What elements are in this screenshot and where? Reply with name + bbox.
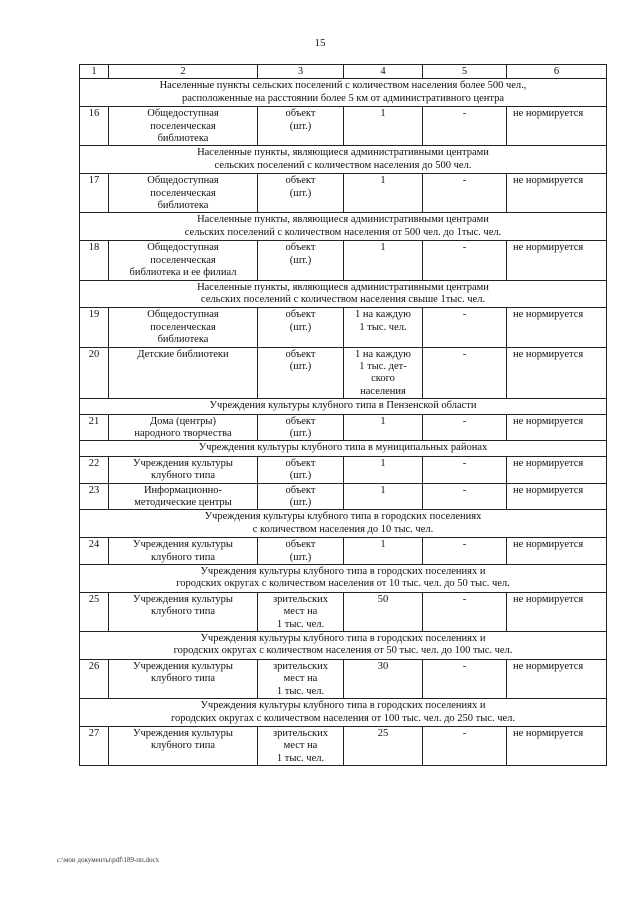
cell-line: 1 тыс. чел. <box>276 752 325 764</box>
cell-line: библиотека <box>157 334 209 346</box>
cell-line: (шт.) <box>289 360 312 372</box>
facility-name-cell <box>109 308 258 347</box>
section-title-cell <box>80 699 607 727</box>
cell-line: Населенные пункты, являющиеся административными центрами <box>197 281 489 293</box>
norms-table <box>79 64 607 766</box>
cell-line: сельских поселений с количеством населения от 500 чел. до 1тыс. чел. <box>184 226 502 238</box>
header-cell: 1 <box>80 65 109 79</box>
norm-value-cell <box>344 241 423 280</box>
column5-cell: - <box>423 659 507 698</box>
facility-name-cell <box>109 456 258 483</box>
column6-cell: не нормируется <box>507 538 607 565</box>
cell-line: поселенческая <box>150 321 216 333</box>
row-number-cell: 18 <box>80 241 109 280</box>
cell-line: поселенческая <box>150 120 216 132</box>
cell-line: Информационно- <box>143 484 223 496</box>
cell-line: Населенные пункты, являющиеся административными центрами <box>197 147 489 159</box>
unit-cell <box>258 726 344 765</box>
cell-line: (шт.) <box>289 497 312 508</box>
column5-cell: - <box>423 456 507 483</box>
cell-line: объект <box>285 242 316 254</box>
cell-line: 1 тыс. чел. <box>276 618 325 630</box>
column6-cell: не нормируется <box>507 174 607 213</box>
row-number-cell: 25 <box>80 592 109 631</box>
unit-cell <box>258 483 344 510</box>
column5-cell: - <box>423 241 507 280</box>
table-row <box>80 308 607 347</box>
cell-line: Учреждения культуры <box>133 539 233 551</box>
cell-line: методические центры <box>134 497 232 508</box>
cell-line: 1 <box>380 175 386 187</box>
cell-line: объект <box>285 415 316 427</box>
cell-line: мест на <box>283 740 318 752</box>
row-number-cell: 22 <box>80 456 109 483</box>
cell-line: поселенческая <box>150 187 216 199</box>
row-number-cell: 26 <box>80 659 109 698</box>
cell-line: (шт.) <box>289 187 312 199</box>
row-number-cell: 27 <box>80 726 109 765</box>
column5-cell: - <box>423 107 507 146</box>
cell-line: 1 <box>380 539 386 551</box>
cell-line: поселенческая <box>150 254 216 266</box>
unit-cell <box>258 308 344 347</box>
row-number-cell: 24 <box>80 538 109 565</box>
row-number-cell: 20 <box>80 347 109 399</box>
row-number-cell: 23 <box>80 483 109 510</box>
facility-name-cell <box>109 414 258 441</box>
norm-value-cell <box>344 174 423 213</box>
cell-line: Учреждения культуры клубного типа в муниципальных районах <box>198 442 488 454</box>
cell-line: Учреждения культуры <box>133 660 233 672</box>
cell-line: клубного типа <box>150 606 216 618</box>
cell-line: 1 <box>380 242 386 254</box>
cell-line: Учреждения культуры <box>133 593 233 605</box>
column6-cell: не нормируется <box>507 347 607 399</box>
facility-name-cell <box>109 726 258 765</box>
section-header-row <box>80 565 607 593</box>
unit-cell <box>258 174 344 213</box>
column5-cell: - <box>423 592 507 631</box>
cell-line: 25 <box>377 727 389 739</box>
section-header-row <box>80 441 607 456</box>
cell-line: 1 <box>380 108 386 120</box>
cell-line: сельских поселений с количеством населения до 500 чел. <box>214 159 472 171</box>
column5-cell: - <box>423 414 507 441</box>
file-path-footer: c:\мои документы\pdf\189-пп.docx <box>57 856 160 864</box>
facility-name-cell <box>109 483 258 510</box>
cell-line: сельских поселений с количеством населения свыше 1тыс. чел. <box>200 293 486 305</box>
cell-line: клубного типа <box>150 673 216 685</box>
norm-value-cell <box>344 659 423 698</box>
unit-cell <box>258 659 344 698</box>
cell-line: Учреждения культуры клубного типа в городских поселениях <box>204 511 482 523</box>
cell-line: мест на <box>283 673 318 685</box>
section-header-row <box>80 399 607 414</box>
section-header-row <box>80 699 607 727</box>
section-title-cell <box>80 399 607 414</box>
header-cell: 4 <box>344 65 423 79</box>
table-row <box>80 347 607 399</box>
cell-line: расположенные на расстоянии более 5 км от административного центра <box>181 92 505 104</box>
cell-line: Дома (центры) <box>150 415 216 427</box>
section-title-cell <box>80 632 607 660</box>
cell-line: объект <box>285 484 316 496</box>
header-cell: 6 <box>507 65 607 79</box>
cell-line: 1 на каждую <box>354 309 412 321</box>
column5-cell: - <box>423 538 507 565</box>
cell-line: Населенные пункты, являющиеся административными центрами <box>197 214 489 226</box>
cell-line: объект <box>285 175 316 187</box>
section-title-cell <box>80 146 607 174</box>
unit-cell <box>258 107 344 146</box>
cell-line: мест на <box>283 606 318 618</box>
column6-cell: не нормируется <box>507 107 607 146</box>
cell-line: городских округах с количеством населения от 50 тыс. чел. до 100 тыс. чел. <box>173 645 513 657</box>
unit-cell <box>258 592 344 631</box>
cell-line: 50 <box>377 593 389 605</box>
cell-line: Учреждения культуры <box>133 457 233 469</box>
column6-cell: не нормируется <box>507 726 607 765</box>
cell-line: с количеством населения до 10 тыс. чел. <box>252 523 434 535</box>
table-row <box>80 726 607 765</box>
section-header-row <box>80 510 607 538</box>
cell-line: (шт.) <box>289 321 312 333</box>
norm-value-cell <box>344 538 423 565</box>
cell-line: (шт.) <box>289 120 312 132</box>
cell-line: объект <box>285 539 316 551</box>
cell-line: 1 <box>380 457 386 469</box>
cell-line: клубного типа <box>150 740 216 752</box>
cell-line: ского <box>371 373 395 385</box>
cell-line: (шт.) <box>289 254 312 266</box>
table-row <box>80 174 607 213</box>
norm-value-cell <box>344 483 423 510</box>
row-number-cell: 16 <box>80 107 109 146</box>
cell-line: Общедоступная <box>147 175 219 187</box>
cell-line: объект <box>285 457 316 469</box>
cell-line: Детские библиотеки <box>137 348 229 360</box>
column5-cell: - <box>423 726 507 765</box>
cell-line: зрительских <box>273 593 328 605</box>
column5-cell: - <box>423 308 507 347</box>
cell-line: 1 <box>380 484 386 496</box>
cell-line: объект <box>285 348 316 360</box>
cell-line: Учреждения культуры клубного типа в городских поселениях и <box>200 566 486 578</box>
page-number: 15 <box>314 37 326 49</box>
facility-name-cell <box>109 347 258 399</box>
cell-line: 1 тыс. чел. <box>359 321 407 333</box>
cell-line: Учреждения культуры клубного типа в городских поселениях и <box>200 633 486 645</box>
table-row <box>80 456 607 483</box>
cell-line: Общедоступная <box>147 309 219 321</box>
cell-line: 1 <box>380 415 386 427</box>
facility-name-cell <box>109 659 258 698</box>
cell-line: объект <box>285 108 316 120</box>
cell-line: (шт.) <box>289 470 312 482</box>
column5-cell: - <box>423 174 507 213</box>
norm-value-cell <box>344 308 423 347</box>
table-row <box>80 107 607 146</box>
section-header-row <box>80 146 607 174</box>
cell-line: Учреждения культуры клубного типа в городских поселениях и <box>200 700 486 712</box>
cell-line: 30 <box>377 660 389 672</box>
column6-cell: не нормируется <box>507 659 607 698</box>
cell-line: зрительских <box>273 727 328 739</box>
column6-cell: не нормируется <box>507 592 607 631</box>
header-cell: 5 <box>423 65 507 79</box>
column6-cell: не нормируется <box>507 483 607 510</box>
cell-line: 1 тыс. чел. <box>276 685 325 697</box>
unit-cell <box>258 241 344 280</box>
norm-value-cell <box>344 107 423 146</box>
cell-line: (шт.) <box>289 427 312 439</box>
cell-line: Учреждения культуры <box>133 727 233 739</box>
table-header-row <box>80 65 607 79</box>
cell-line: объект <box>285 309 316 321</box>
section-title-cell <box>80 441 607 456</box>
table-row <box>80 538 607 565</box>
table-row <box>80 241 607 280</box>
cell-line: клубного типа <box>150 470 216 482</box>
table-row <box>80 659 607 698</box>
section-title-cell <box>80 213 607 241</box>
section-header-row <box>80 280 607 308</box>
norm-value-cell <box>344 414 423 441</box>
cell-line: библиотека <box>157 200 209 212</box>
column6-cell: не нормируется <box>507 241 607 280</box>
cell-line: народного творчества <box>134 427 232 439</box>
cell-line: библиотека и ее филиал <box>129 267 237 279</box>
unit-cell <box>258 414 344 441</box>
row-number-cell: 17 <box>80 174 109 213</box>
cell-line: городских округах с количеством населения от 10 тыс. чел. до 50 тыс. чел. <box>176 578 510 590</box>
cell-line: зрительских <box>273 660 328 672</box>
column6-cell: не нормируется <box>507 308 607 347</box>
norm-value-cell <box>344 456 423 483</box>
cell-line: населения <box>360 385 406 397</box>
section-title-cell <box>80 280 607 308</box>
cell-line: библиотека <box>157 133 209 145</box>
unit-cell <box>258 538 344 565</box>
section-title-cell <box>80 79 607 107</box>
norm-value-cell <box>344 347 423 399</box>
header-cell: 3 <box>258 65 344 79</box>
cell-line: (шт.) <box>289 551 312 563</box>
facility-name-cell <box>109 592 258 631</box>
header-cell: 2 <box>109 65 258 79</box>
cell-line: клубного типа <box>150 551 216 563</box>
table-row <box>80 414 607 441</box>
cell-line: Населенные пункты сельских поселений с количеством населения более 500 чел., <box>159 80 527 92</box>
cell-line: городских округах с количеством населения от 100 тыс. чел. до 250 тыс. чел. <box>170 712 516 724</box>
norm-value-cell <box>344 726 423 765</box>
column5-cell: - <box>423 483 507 510</box>
facility-name-cell <box>109 538 258 565</box>
section-header-row <box>80 213 607 241</box>
table-row <box>80 592 607 631</box>
cell-line: 1 на каждую <box>354 348 412 360</box>
cell-line: Учреждения культуры клубного типа в Пензенской области <box>209 400 477 412</box>
facility-name-cell <box>109 241 258 280</box>
column6-cell: не нормируется <box>507 456 607 483</box>
cell-line: Общедоступная <box>147 108 219 120</box>
norm-value-cell <box>344 592 423 631</box>
section-header-row <box>80 79 607 107</box>
facility-name-cell <box>109 174 258 213</box>
facility-name-cell <box>109 107 258 146</box>
unit-cell <box>258 456 344 483</box>
cell-line: Общедоступная <box>147 242 219 254</box>
row-number-cell: 19 <box>80 308 109 347</box>
row-number-cell: 21 <box>80 414 109 441</box>
section-title-cell <box>80 510 607 538</box>
column6-cell: не нормируется <box>507 414 607 441</box>
unit-cell <box>258 347 344 399</box>
table-row <box>80 483 607 510</box>
section-title-cell <box>80 565 607 593</box>
section-header-row <box>80 632 607 660</box>
column5-cell: - <box>423 347 507 399</box>
cell-line: 1 тыс. дет- <box>359 360 407 372</box>
